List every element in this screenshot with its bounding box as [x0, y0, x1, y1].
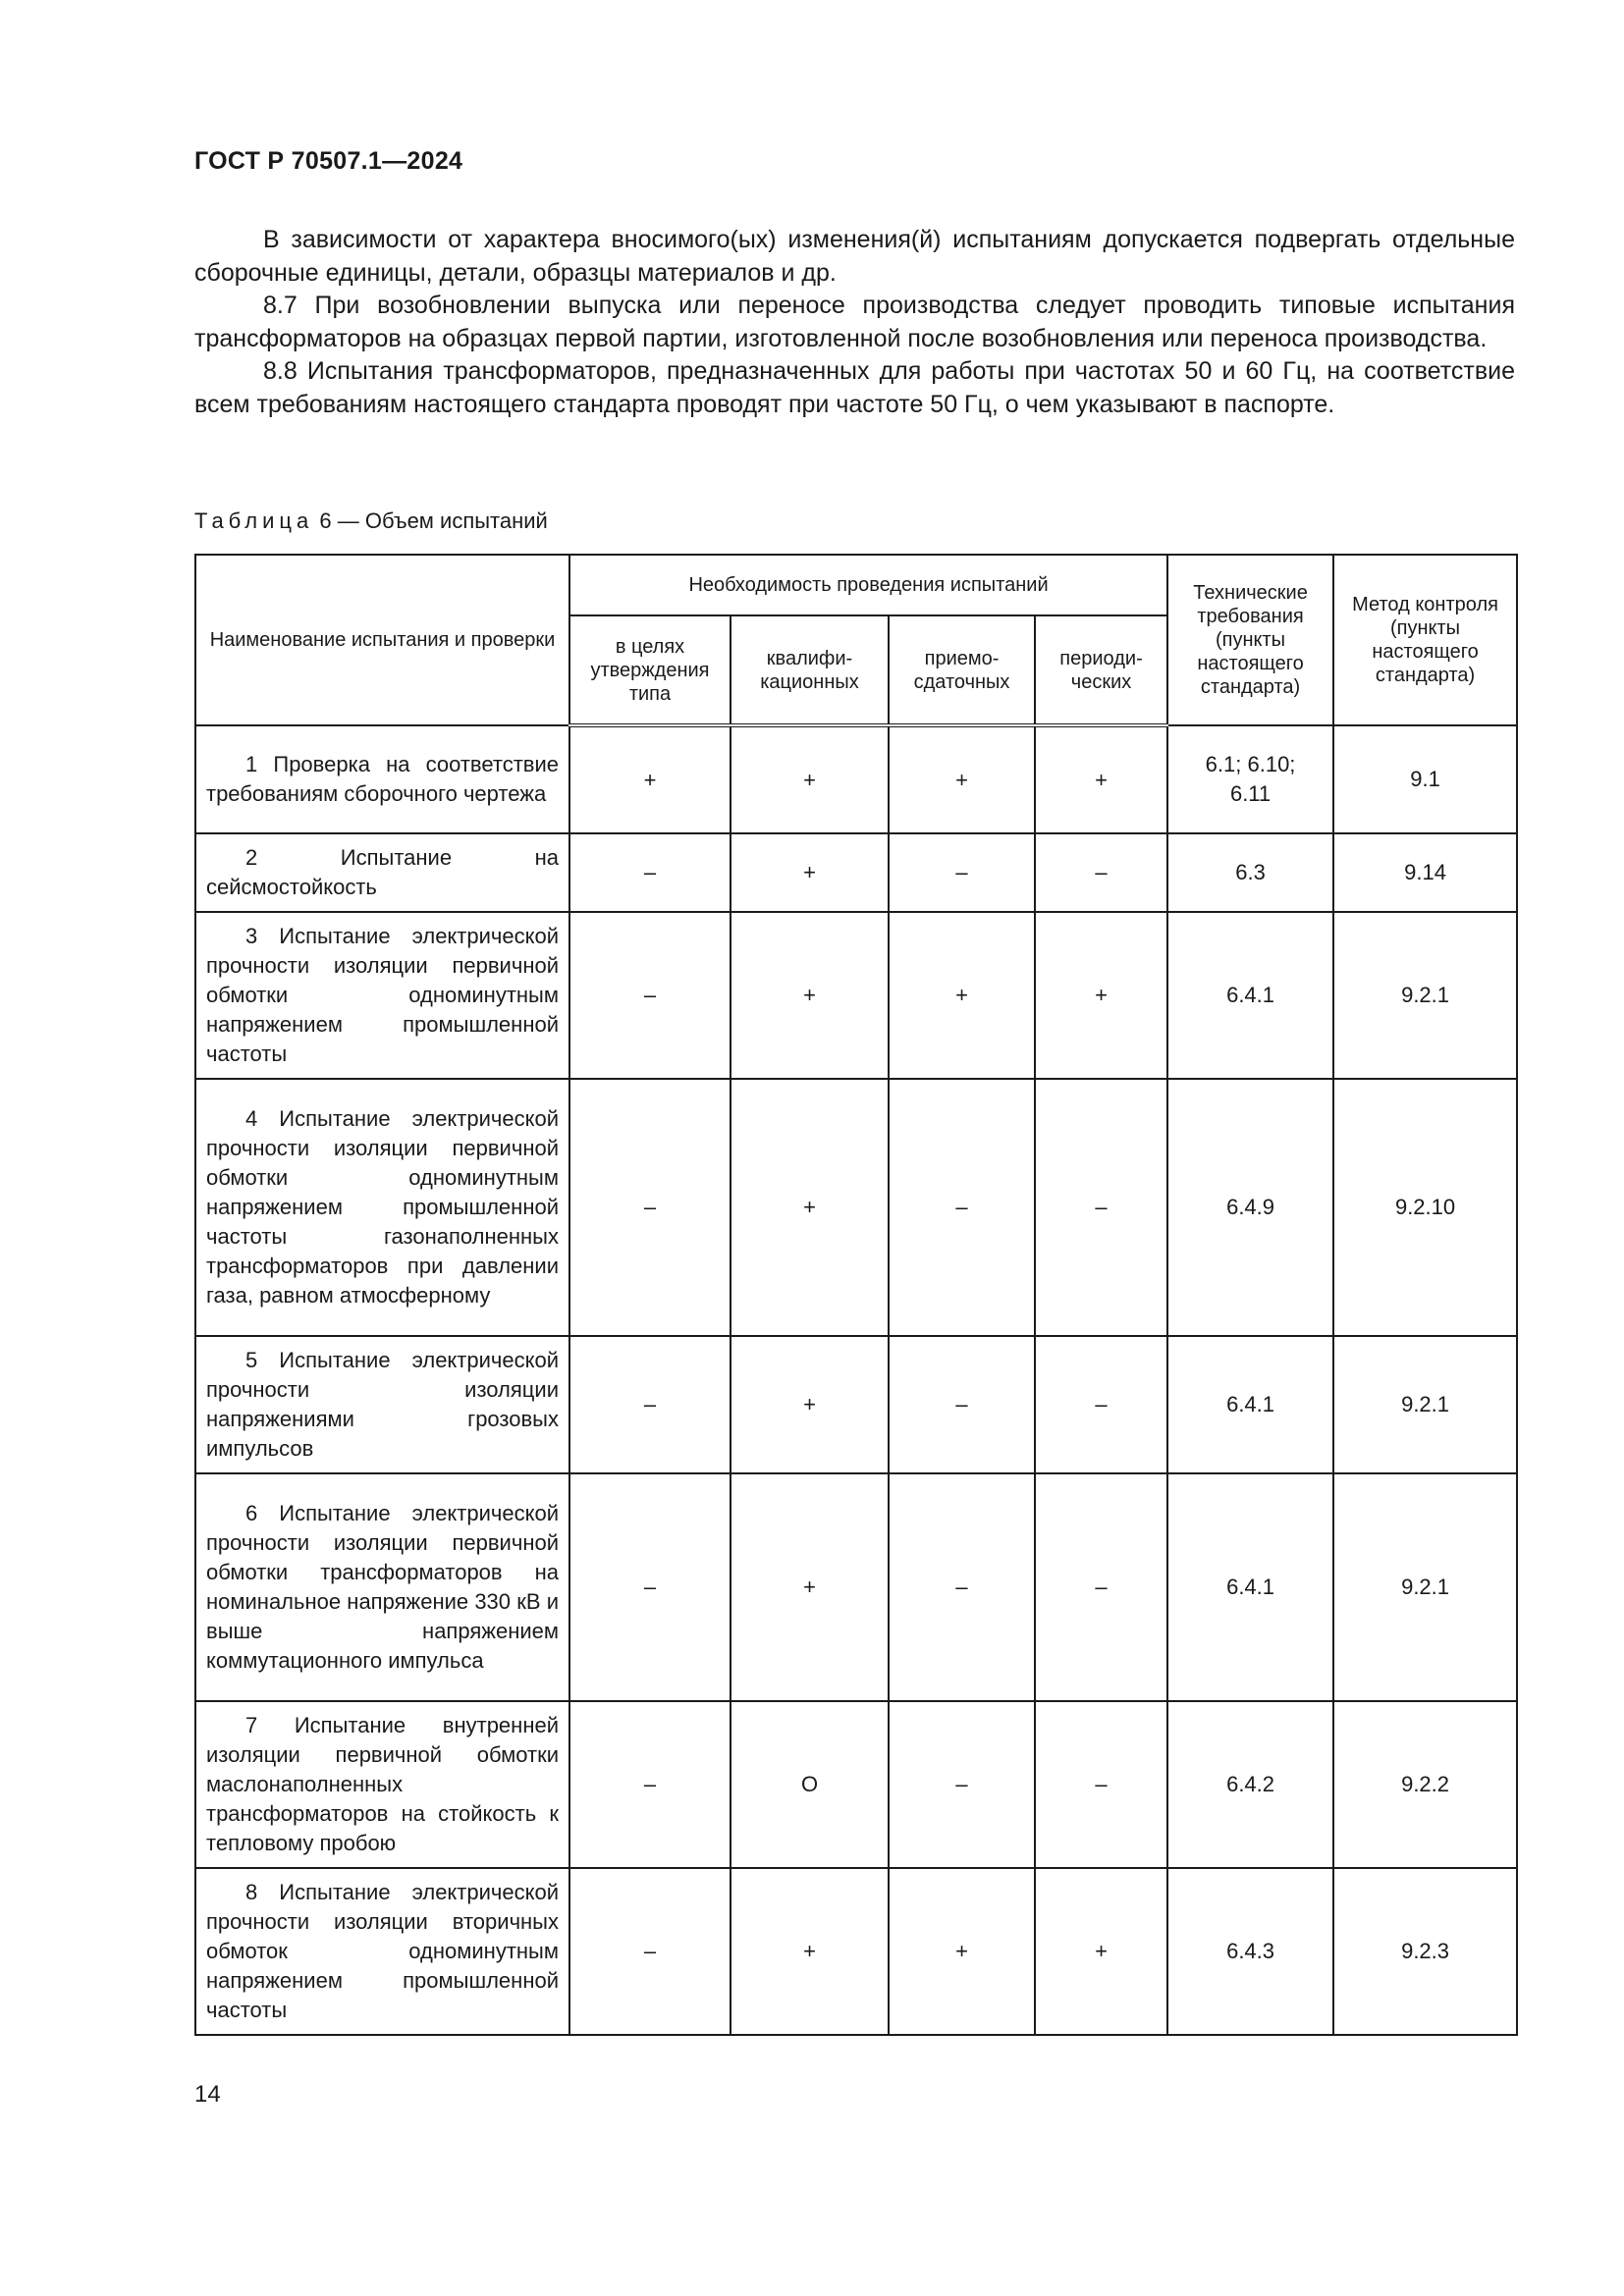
row-control-method-value: 9.2.1 [1333, 1336, 1517, 1473]
header-periodic: периоди-ческих [1035, 615, 1167, 725]
table-row [195, 1701, 1517, 1868]
row-acceptance-value: – [889, 1473, 1035, 1701]
row-acceptance-value: + [889, 725, 1035, 833]
row-tech-requirements-value: 6.4.1 [1167, 1336, 1333, 1473]
table-header [195, 555, 1517, 725]
table-body [195, 725, 1517, 2035]
row-tech-requirements-value: 6.4.1 [1167, 912, 1333, 1079]
table-row [195, 1079, 1517, 1336]
row-type-approval-value: – [569, 1473, 731, 1701]
row-periodic-value: + [1035, 1868, 1167, 2035]
table-caption [194, 508, 548, 534]
row-acceptance-value: + [889, 912, 1035, 1079]
row-control-method-value: 9.14 [1333, 833, 1517, 912]
row-tech-requirements-value: 6.4.3 [1167, 1868, 1333, 2035]
row-type-approval-value: – [569, 833, 731, 912]
body-text [194, 224, 1515, 421]
row-acceptance-value: – [889, 1701, 1035, 1868]
header-qualification: квалифи-кационных [731, 615, 889, 725]
header-necessity: Необходимость проведения испытаний [569, 555, 1167, 615]
tests-table-wrapper [194, 554, 1518, 2036]
row-control-method-value: 9.2.10 [1333, 1079, 1517, 1336]
row-test-name: 8 Испытание электрической прочности изоляции вторичных обмоток одноминутным напряжением промышленной частоты [195, 1868, 569, 2035]
row-tech-requirements-value: 6.4.2 [1167, 1701, 1333, 1868]
row-qualification-value: + [731, 912, 889, 1079]
row-qualification-value: + [731, 1868, 889, 2035]
row-type-approval-value: – [569, 912, 731, 1079]
row-periodic-value: – [1035, 1336, 1167, 1473]
row-control-method-value: 9.2.3 [1333, 1868, 1517, 2035]
row-qualification-value: + [731, 833, 889, 912]
row-periodic-value: – [1035, 1701, 1167, 1868]
table-caption-title: 6 — Объем испытаний [313, 508, 548, 533]
row-qualification-value: + [731, 1336, 889, 1473]
row-periodic-value: + [1035, 725, 1167, 833]
table-row [195, 725, 1517, 833]
row-type-approval-value: + [569, 725, 731, 833]
row-type-approval-value: – [569, 1336, 731, 1473]
row-test-name: 3 Испытание электрической прочности изоляции первичной обмотки одноминутным напряжением промышленной частоты [195, 912, 569, 1079]
row-tech-requirements-value: 6.4.1 [1167, 1473, 1333, 1701]
row-type-approval-value: – [569, 1701, 731, 1868]
row-qualification-value: + [731, 1473, 889, 1701]
header-type-approval: в целях утверждения типа [569, 615, 731, 725]
row-test-name: 4 Испытание электрической прочности изоляции первичной обмотки одноминутным напряжением промышленной частоты газонаполненных трансформаторов при давлении газа, равном атмосферному [195, 1079, 569, 1336]
header-test-name: Наименование испытания и проверки [195, 555, 569, 725]
header-tech-requirements: Технические требования (пункты настоящего стандарта) [1167, 555, 1333, 725]
paragraph-8-7: 8.7 При возобновлении выпуска или переносе производства следует проводить типовые испытания трансформаторов на образцах первой партии, изготовленной после возобновления или переноса производства. [194, 292, 1515, 352]
document-header: ГОСТ Р 70507.1—2024 [194, 147, 463, 175]
table-row [195, 1473, 1517, 1701]
row-control-method-value: 9.2.1 [1333, 1473, 1517, 1701]
row-acceptance-value: + [889, 1868, 1035, 2035]
row-acceptance-value: – [889, 833, 1035, 912]
row-test-name: 5 Испытание электрической прочности изоляции напряжениями грозовых импульсов [195, 1336, 569, 1473]
table-row [195, 1336, 1517, 1473]
row-periodic-value: – [1035, 1473, 1167, 1701]
row-acceptance-value: – [889, 1079, 1035, 1336]
row-type-approval-value: – [569, 1868, 731, 2035]
row-control-method-value: 9.1 [1333, 725, 1517, 833]
row-test-name: 2 Испытание на сейсмостойкость [195, 833, 569, 912]
row-type-approval-value: – [569, 1079, 731, 1336]
tests-table [194, 554, 1518, 2036]
table-row [195, 912, 1517, 1079]
row-control-method-value: 9.2.2 [1333, 1701, 1517, 1868]
row-periodic-value: + [1035, 912, 1167, 1079]
paragraph-8-8: 8.8 Испытания трансформаторов, предназначенных для работы при частотах 50 и 60 Гц, на соответствие всем требованиям настоящего стандарта проводят при частоте 50 Гц, о чем указывают в паспорте. [194, 357, 1515, 418]
row-acceptance-value: – [889, 1336, 1035, 1473]
row-test-name: 7 Испытание внутренней изоляции первичной обмотки маслонаполненных трансформаторов на стойкость к тепловому пробою [195, 1701, 569, 1868]
row-test-name: 6 Испытание электрической прочности изоляции первичной обмотки трансформаторов на номинальное напряжение 330 кВ и выше напряжением коммутационного импульса [195, 1473, 569, 1701]
table-row [195, 833, 1517, 912]
header-control-method: Метод контроля (пункты настоящего стандарта) [1333, 555, 1517, 725]
row-qualification-value: + [731, 1079, 889, 1336]
row-control-method-value: 9.2.1 [1333, 912, 1517, 1079]
table-row [195, 1868, 1517, 2035]
row-qualification-value: + [731, 725, 889, 833]
page-number: 14 [194, 2081, 221, 2108]
row-qualification-value: О [731, 1701, 889, 1868]
row-periodic-value: – [1035, 1079, 1167, 1336]
paragraph-1: В зависимости от характера вносимого(ых) изменения(й) испытаниям допускается подвергать отдельные сборочные единицы, детали, образцы материалов и др. [194, 226, 1515, 287]
row-tech-requirements-value: 6.1; 6.10; 6.11 [1167, 725, 1333, 833]
row-tech-requirements-value: 6.3 [1167, 833, 1333, 912]
header-acceptance: приемо-сдаточных [889, 615, 1035, 725]
row-test-name: 1 Проверка на соответствие требованиям сборочного чертежа [195, 725, 569, 833]
row-tech-requirements-value: 6.4.9 [1167, 1079, 1333, 1336]
table-caption-label: Таблица [194, 508, 314, 533]
row-periodic-value: – [1035, 833, 1167, 912]
